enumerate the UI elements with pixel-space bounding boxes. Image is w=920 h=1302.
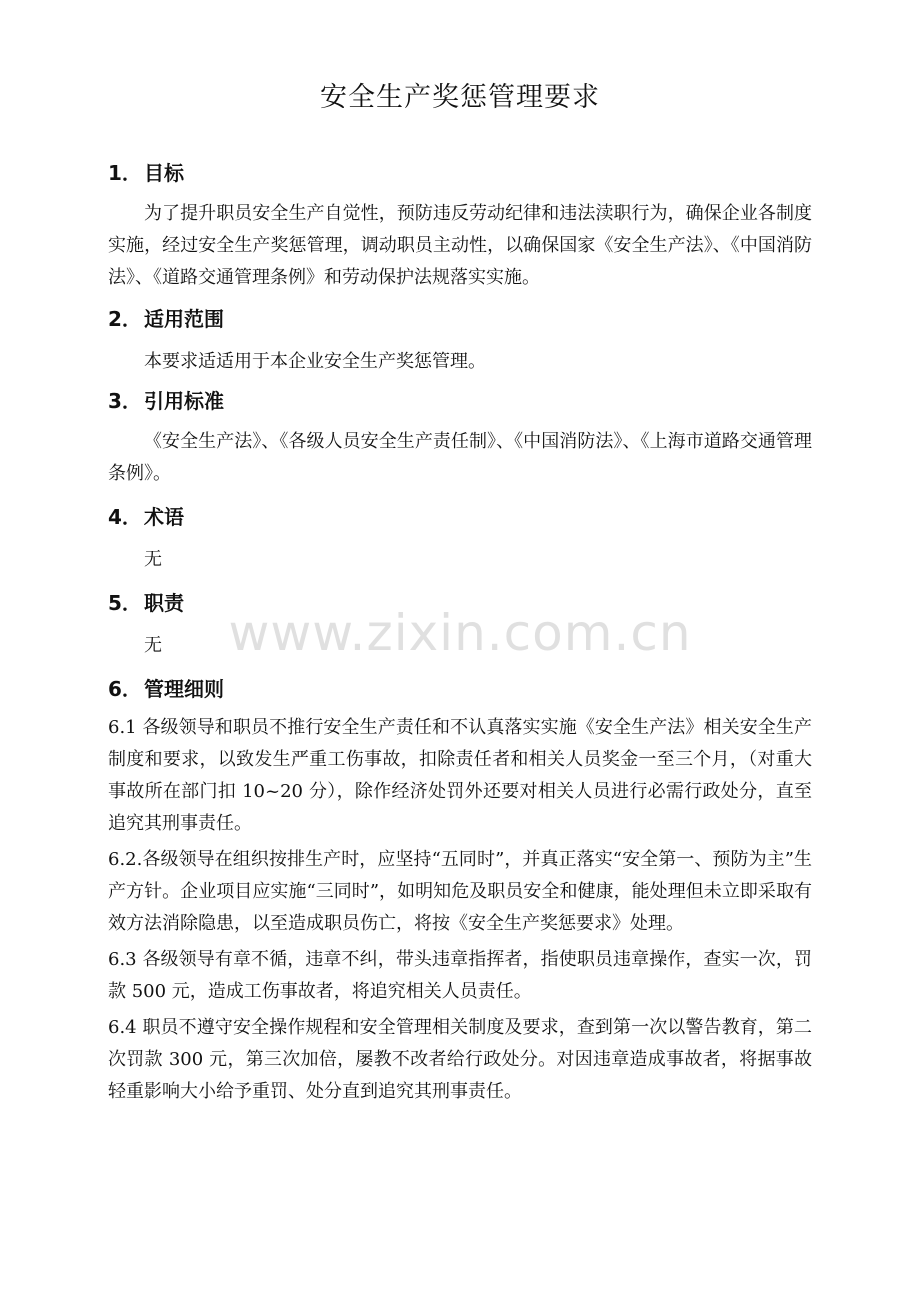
watermark-text: www.zixin.com.cn [228,604,692,662]
rule-item: 6.4 职员不遵守安全操作规程和安全管理相关制度及要求，查到第一次以警告教育，第二次罚款 300 元，第三次加倍，屡教不改者给行政处分。对因违章造成事故者，将据事故轻重影响大小给予重罚、处分直到追究其刑事责任。 [108,1017,812,1102]
section-heading-goal [108,158,812,188]
section-number: 2． [108,307,142,331]
section-heading-duties [108,588,812,618]
section-number: 4． [108,505,142,529]
rule-item: 6.3 各级领导有章不循，违章不纠，带头违章指挥者，指使职员违章操作，查实一次，罚款 500 元，造成工伤事故者，将追究相关人员责任。 [108,949,812,1002]
section-heading-scope [108,304,812,334]
section-number: 3． [108,389,142,413]
section-title: 职责 [144,591,184,615]
section-heading-rules [108,674,812,704]
section-heading-references [108,386,812,416]
section-title: 管理细则 [144,677,224,701]
section-paragraph: 《安全生产法》、《各级人员安全生产责任制》、《中国消防法》、《上海市道路交通管理条例》。 [108,431,812,484]
section-number: 5． [108,591,142,615]
section-paragraph: 无 [144,635,162,656]
section-title: 引用标准 [144,389,224,413]
document-title: 安全生产奖惩管理要求 [320,82,600,113]
section-heading-terms [108,502,812,532]
section-title: 目标 [144,161,184,185]
section-title: 适用范围 [144,307,224,331]
rule-item: 6.2.各级领导在组织按排生产时，应坚持“五同时”，并真正落实“安全第一、预防为主”生产方针。企业项目应实施“三同时”，如明知危及职员安全和健康，能处理但未立即采取有效方法消除隐患，以至造成职员伤亡，将按《安全生产奖惩要求》处理。 [108,849,812,934]
section-number: 6． [108,677,142,701]
section-number: 1． [108,161,142,185]
section-paragraph: 为了提升职员安全生产自觉性，预防违反劳动纪律和违法渎职行为，确保企业各制度实施，经过安全生产奖惩管理，调动职员主动性，以确保国家《安全生产法》、《中国消防法》、《道路交通管理条例》和劳动保护法规落实实施。 [108,203,812,288]
rule-item: 6.1 各级领导和职员不推行安全生产责任和不认真落实实施《安全生产法》相关安全生产制度和要求，以致发生严重工伤事故，扣除责任者和相关人员奖金一至三个月，（对重大事故所在部门扣 10~20 分），除作经济处罚外还要对相关人员进行必需行政处分，直至追究其刑事责任。 [108,717,812,834]
section-paragraph: 无 [144,549,162,570]
section-title: 术语 [144,505,184,529]
section-paragraph: 本要求适适用于本企业安全生产奖惩管理。 [144,351,486,372]
